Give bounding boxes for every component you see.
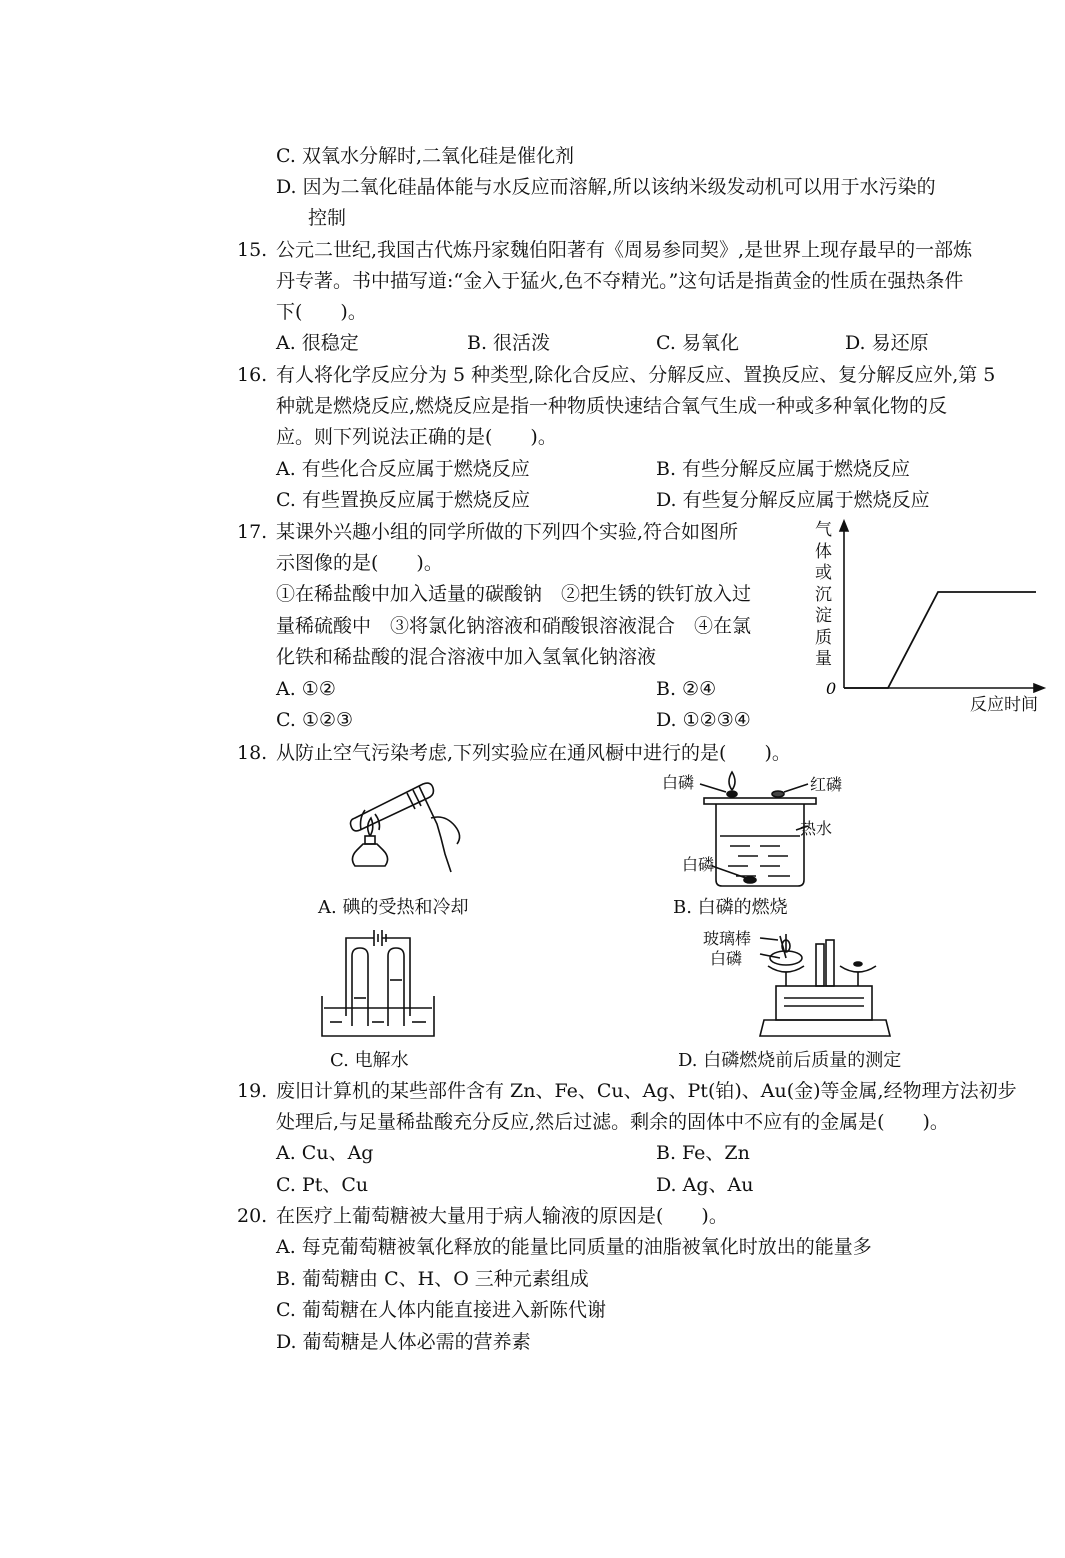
q20-stem: 在医疗上葡萄糖被大量用于病人输液的原因是( )。: [276, 1205, 728, 1227]
q14-option-c: C. 双氧水分解时,二氧化硅是催化剂: [276, 145, 574, 167]
q18-caption-d: D. 白磷燃烧前后质量的测定: [678, 1050, 902, 1071]
q15-option-b: B. 很活泼: [467, 332, 551, 354]
q17-stem-line1: 某课外兴趣小组的同学所做的下列四个实验,符合如图所: [276, 521, 739, 543]
q16-stem-line1: 有人将化学反应分为 5 种类型,除化合反应、分解反应、置换反应、复分解反应外,第 5: [276, 364, 996, 386]
q17-graph-xlabel: 反应时间: [970, 695, 1038, 715]
q18-d-label-white: 白磷: [710, 949, 743, 968]
q18-caption-c: C. 电解水: [330, 1050, 409, 1071]
q17-stem-line4: 量稀硫酸中 ③将氯化钠溶液和硝酸银溶液混合 ④在氯: [276, 615, 752, 637]
q14-option-d-line2: 控制: [308, 207, 347, 229]
q17-option-a: A. ①②: [276, 678, 336, 700]
q17-option-d: D. ①②③④: [656, 709, 751, 731]
q18-figure-d: [740, 924, 910, 1044]
q15-option-c: C. 易氧化: [656, 332, 739, 354]
q18-d-label-rod: 玻璃棒: [703, 929, 752, 948]
q17-option-c: C. ①②③: [276, 709, 354, 731]
q18-number: 18.: [237, 742, 268, 764]
q17-stem-line2: 示图像的是( )。: [276, 552, 443, 574]
q19-option-c: C. Pt、Cu: [276, 1174, 369, 1196]
q16-number: 16.: [237, 364, 268, 386]
q19-number: 19.: [237, 1080, 268, 1102]
q18-figure-c: [318, 926, 438, 1042]
q15-stem-line1: 公元二世纪,我国古代炼丹家魏伯阳著有《周易参同契》,是世界上现存最早的一部炼: [276, 239, 973, 261]
q19-option-d: D. Ag、Au: [656, 1174, 754, 1196]
q20-option-a: A. 每克葡萄糖被氧化释放的能量比同质量的油脂被氧化时放出的能量多: [276, 1236, 872, 1258]
q20-option-b: B. 葡萄糖由 C、H、O 三种元素组成: [276, 1268, 589, 1290]
q19-option-a: A. Cu、Ag: [276, 1142, 374, 1164]
q20-number: 20.: [237, 1205, 268, 1227]
q18-caption-a: A. 碘的受热和冷却: [318, 897, 469, 918]
q18-b-label-hotwater: 热水: [800, 819, 833, 838]
q16-option-c: C. 有些置换反应属于燃烧反应: [276, 489, 530, 511]
q17-stem-line3: ①在稀盐酸中加入适量的碳酸钠 ②把生锈的铁钉放入过: [276, 583, 752, 605]
q17-option-b: B. ②④: [656, 678, 717, 700]
q16-option-a: A. 有些化合反应属于燃烧反应: [276, 458, 530, 480]
q18-b-label-white2: 白磷: [682, 855, 715, 874]
q20-option-c: C. 葡萄糖在人体内能直接进入新陈代谢: [276, 1299, 606, 1321]
q16-option-b: B. 有些分解反应属于燃烧反应: [656, 458, 911, 480]
q17-graph-origin: 0: [826, 679, 837, 698]
q18-b-label-red: 红磷: [810, 775, 843, 794]
q15-stem-line3: 下( )。: [276, 301, 367, 323]
q17-number: 17.: [237, 521, 268, 543]
q16-stem-line2: 种就是燃烧反应,燃烧反应是指一种物质快速结合氧气生成一种或多种氧化物的反: [276, 395, 948, 417]
q15-option-a: A. 很稳定: [276, 332, 359, 354]
q18-stem: 从防止空气污染考虑,下列实验应在通风橱中进行的是( )。: [276, 742, 791, 764]
q18-figure-a: [345, 778, 475, 878]
q19-stem-line1: 废旧计算机的某些部件含有 Zn、Fe、Cu、Ag、Pt(铂)、Au(金)等金属,经物理方法初步: [276, 1080, 1017, 1102]
q17-stem-line5: 化铁和稀盐酸的混合溶液中加入氢氧化钠溶液: [276, 646, 657, 668]
q14-option-d-line1: D. 因为二氧化硅晶体能与水反应而溶解,所以该纳米级发动机可以用于水污染的: [276, 176, 936, 198]
q17-graph-line: [844, 592, 1036, 688]
q19-stem-line2: 处理后,与足量稀盐酸充分反应,然后过滤。剩余的固体中不应有的金属是( )。: [276, 1111, 949, 1133]
q15-number: 15.: [237, 239, 268, 261]
q17-graph: [810, 518, 1050, 718]
q15-option-d: D. 易还原: [845, 332, 929, 354]
q16-option-d: D. 有些复分解反应属于燃烧反应: [656, 489, 930, 511]
q18-b-label-white1: 白磷: [662, 773, 695, 792]
q20-option-d: D. 葡萄糖是人体必需的营养素: [276, 1331, 531, 1353]
q15-stem-line2: 丹专著。书中描写道:“金入于猛火,色不夺精光。”这句话是指黄金的性质在强热条件: [276, 270, 964, 292]
q18-caption-b: B. 白磷的燃烧: [673, 897, 788, 918]
q17-graph-ylabel: 气体或沉淀质量: [815, 520, 832, 669]
q19-option-b: B. Fe、Zn: [656, 1142, 750, 1164]
q16-stem-line3: 应。则下列说法正确的是( )。: [276, 426, 557, 448]
